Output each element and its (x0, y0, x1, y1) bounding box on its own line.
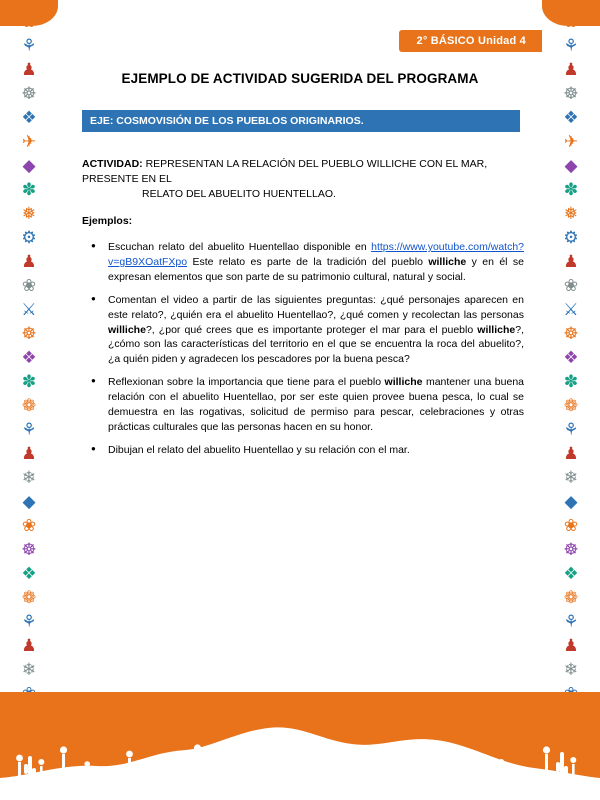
decorative-glyph-icon: ✈ (21, 132, 37, 152)
decorative-glyph-icon: ❅ (563, 204, 579, 224)
activity-block (82, 157, 522, 203)
bullet-1-lead (108, 241, 371, 253)
bottom-silhouette-band (0, 692, 600, 800)
right-decorative-band (542, 0, 600, 800)
activity-label: ACTIVIDAD: (82, 158, 143, 170)
decorative-glyph-icon: ♟ (21, 444, 37, 464)
decorative-glyph-icon: ⚔ (21, 300, 37, 320)
decorative-glyph-icon: ☸ (21, 324, 37, 344)
left-decorative-band (0, 0, 58, 800)
decorative-glyph-icon: ❀ (563, 276, 579, 296)
bullet-1-bold-williche: williche (428, 255, 467, 268)
left-glyph-column (0, 14, 58, 799)
decorative-glyph-icon: ◆ (22, 492, 36, 512)
youtube-link[interactable]: https://www.youtube.com/watch?v=gB9XOatFXpo (108, 241, 525, 268)
decorative-glyph-icon: ❁ (563, 396, 579, 416)
decorative-glyph-icon: ❀ (21, 516, 37, 536)
list-item (82, 293, 524, 368)
bullet-1-post: Este relato es parte de la tradición del pueblo (187, 255, 429, 268)
bullet-1-post2: y en él se expresan elementos que son parte de su patrimonio cultural, natural y social. (108, 255, 524, 283)
unit-badge: 2° BÁSICO Unidad 4 (399, 30, 542, 52)
decorative-glyph-icon: ❖ (563, 108, 579, 128)
decorative-glyph-icon: ❁ (563, 588, 579, 608)
decorative-glyph-icon: ☸ (563, 324, 579, 344)
list-item (82, 443, 524, 458)
decorative-glyph-icon: ⚘ (563, 612, 579, 632)
decorative-glyph-icon: ❀ (563, 516, 579, 536)
right-glyph-column (542, 14, 600, 799)
decorative-glyph-icon: ⚘ (563, 420, 579, 440)
decorative-glyph-icon: ✽ (563, 180, 579, 200)
decorative-glyph-icon: ❖ (563, 348, 579, 368)
decorative-glyph-icon: ❖ (21, 108, 37, 128)
decorative-glyph-icon: ⚘ (21, 612, 37, 632)
decorative-glyph-icon: ♟ (21, 252, 37, 272)
decorative-glyph-icon: ❖ (21, 564, 37, 584)
decorative-glyph-icon: ❁ (21, 588, 37, 608)
decorative-glyph-icon: ❄ (563, 468, 579, 488)
bullet-3-text: Reflexionan sobre la importancia que tiene para el pueblo williche mantener una buena relación con el abuelito Huentellao, por ser este quien provee buena pesca, lo cual se demuestra en las rogativas, solicitud de permiso para pescar, celebraciones y otras prácticas culturales que las personas hacen en su honor. (108, 376, 524, 433)
activity-line-2: RELATO DEL ABUELITO HUENTELLAO. (142, 188, 336, 201)
examples-list (82, 240, 524, 466)
decorative-glyph-icon: ✽ (21, 180, 37, 200)
examples-label: Ejemplos: (82, 215, 133, 227)
list-item (82, 375, 524, 435)
decorative-glyph-icon: ☸ (21, 540, 37, 560)
page-title: EJEMPLO DE ACTIVIDAD SUGERIDA DEL PROGRAMA (121, 71, 479, 86)
decorative-glyph-icon: ♟ (21, 636, 37, 656)
decorative-glyph-icon: ♟ (21, 60, 37, 80)
decorative-glyph-icon: ⚘ (21, 36, 37, 56)
decorative-glyph-icon: ⚔ (563, 300, 579, 320)
decorative-glyph-icon: ✽ (563, 372, 579, 392)
decorative-glyph-icon: ❖ (21, 348, 37, 368)
decorative-glyph-icon: ◆ (22, 156, 36, 176)
decorative-glyph-icon: ☸ (563, 84, 579, 104)
decorative-glyph-icon: ❄ (21, 468, 37, 488)
bullet-2-text: Comentan el video a partir de las siguientes preguntas: ¿qué personajes aparecen en este relato?, ¿quién era el abuelito Huentellao?, ¿qué comen y recolectan las personas williche?, ¿por qué crees que es importante proteger el mar para el pueblo williche?, ¿cómo son las características del territorio en el que se encuentra la roca del abuelito?, ¿a quién piden y agradecen los pescadores por la buena pesca? (108, 293, 524, 366)
bullet-4-text: Dibujan el relato del abuelito Huentellao y su relación con el mar. (108, 443, 410, 456)
landscape-silhouette-icon (0, 692, 600, 800)
activity-line-1: REPRESENTAN LA RELACIÓN DEL PUEBLO WILLICHE CON EL MAR, PRESENTE EN EL (82, 158, 488, 186)
decorative-glyph-icon: ♟ (563, 444, 579, 464)
eje-banner: EJE: COSMOVISIÓN DE LOS PUEBLOS ORIGINARIOS. (82, 110, 520, 132)
decorative-glyph-icon: ⚘ (563, 36, 579, 56)
decorative-glyph-icon: ♟ (563, 60, 579, 80)
decorative-glyph-icon: ❀ (21, 276, 37, 296)
decorative-glyph-icon: ❅ (21, 204, 37, 224)
decorative-glyph-icon: ❖ (563, 564, 579, 584)
decorative-glyph-icon: ☸ (563, 540, 579, 560)
decorative-glyph-icon: ❄ (563, 660, 579, 680)
decorative-glyph-icon: ☸ (21, 84, 37, 104)
decorative-glyph-icon: ❁ (21, 396, 37, 416)
decorative-glyph-icon: ⚘ (21, 420, 37, 440)
decorative-glyph-icon: ⚙ (21, 228, 37, 248)
decorative-glyph-icon: ♟ (563, 252, 579, 272)
decorative-glyph-icon: ♟ (563, 636, 579, 656)
decorative-glyph-icon: ❄ (21, 660, 37, 680)
decorative-glyph-icon: ⚙ (563, 228, 579, 248)
decorative-glyph-icon: ◆ (564, 156, 578, 176)
decorative-glyph-icon: ✈ (563, 132, 579, 152)
list-item (82, 240, 524, 285)
bullet-1-pre: Escuchan relato del abuelito Huentellao disponible en (108, 241, 367, 253)
decorative-glyph-icon: ✽ (21, 372, 37, 392)
decorative-glyph-icon: ◆ (564, 492, 578, 512)
